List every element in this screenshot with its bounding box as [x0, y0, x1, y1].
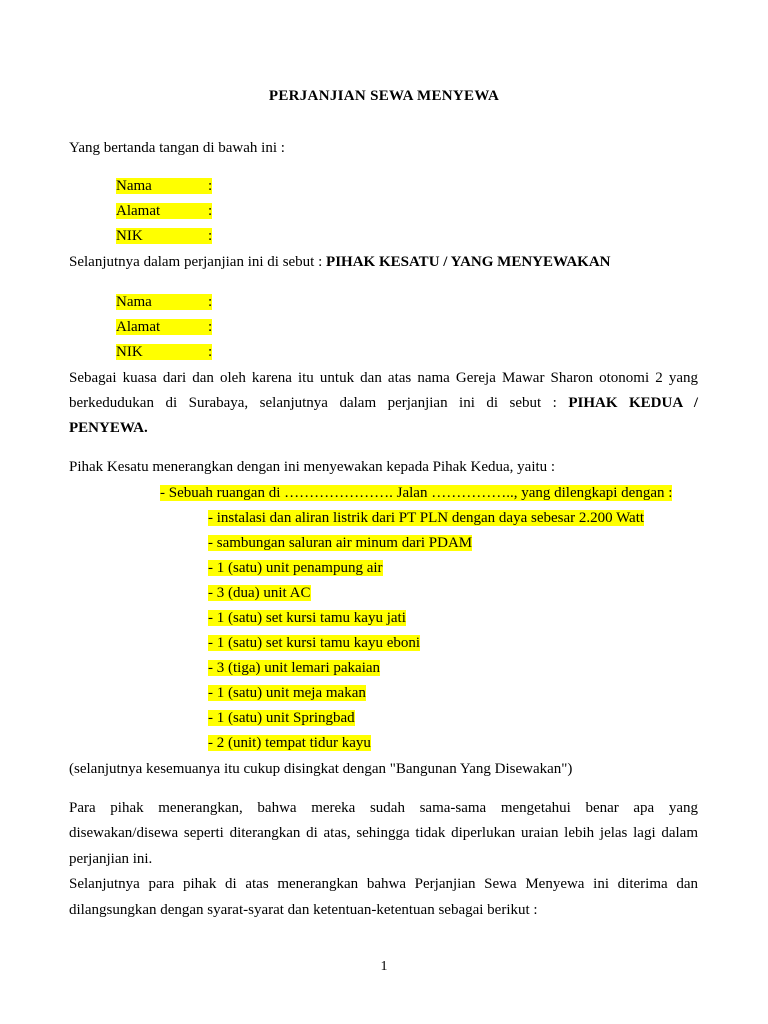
party2-address-field [116, 317, 212, 337]
list-item [208, 733, 371, 753]
party1-name-field [116, 176, 212, 196]
party2-role-part2: PENYEWA. [69, 420, 148, 436]
summary-text: (selanjutnya kesemuanya itu cukup disingkat dengan "Bangunan Yang Disewakan") [69, 761, 573, 777]
para1-line2: disewakan/disewa seperti diterangkan di atas, sehingga tidak diperlukan uraian lebih jelas lagi dalam [69, 825, 698, 841]
party2-nik-highlight [116, 344, 212, 360]
party2-name-colon: : [208, 294, 213, 310]
list-item [208, 658, 380, 678]
party1-address-field [116, 201, 212, 221]
list-item [208, 633, 420, 653]
para1-line1: Para pihak menerangkan, bahwa mereka sudah sama-sama mengetahui benar apa yang [69, 800, 698, 816]
para2-line2: dilangsungkan dengan syarat-syarat dan ketentuan-ketentuan sebagai berikut : [69, 902, 538, 918]
party1-desc-prefix: Selanjutnya dalam perjanjian ini di sebut : [69, 254, 327, 270]
para2-line1: Selanjutnya para pihak di atas menerangkan bahwa Perjanjian Sewa Menyewa ini diterima dan [69, 876, 698, 892]
list-item [208, 558, 383, 578]
party1-address-label: Alamat [116, 203, 161, 219]
list-item [208, 508, 644, 528]
party2-nik-label: NIK [116, 344, 143, 360]
party1-nik-field [116, 226, 212, 246]
party2-address-label: Alamat [116, 319, 161, 335]
party1-name-highlight [116, 178, 212, 194]
party1-role: PIHAK KESATU / YANG MENYEWAKAN [326, 254, 611, 270]
party2-role-part1: PIHAK KEDUA / [568, 395, 698, 411]
party1-name-label: Nama [116, 178, 152, 194]
party1-description [69, 252, 611, 272]
intro-text: Yang bertanda tangan di bawah ini : [69, 140, 285, 156]
list-item-text: - 2 (unit) tempat tidur kayu [208, 735, 371, 751]
party2-address-colon: : [208, 319, 213, 335]
party2-desc-line1: Sebagai kuasa dari dan oleh karena itu untuk dan atas nama Gereja Mawar Sharon otonomi 2 yang [69, 370, 698, 386]
party2-name-label: Nama [116, 294, 152, 310]
list-item [208, 583, 311, 603]
room-line-text: - Sebuah ruangan di …………………. Jalan …………….., yang dilengkapi dengan : [160, 485, 673, 501]
party1-address-highlight [116, 203, 212, 219]
page-number: 1 [380, 959, 388, 974]
list-item [208, 683, 366, 703]
list-item-text: - sambungan saluran air minum dari PDAM [208, 535, 473, 551]
list-item [208, 608, 406, 628]
room-line [160, 483, 672, 503]
list-item-text: - instalasi dan aliran listrik dari PT PLN dengan daya sebesar 2.200 Watt [208, 510, 645, 526]
list-item-text: - 1 (satu) set kursi tamu kayu eboni [208, 635, 421, 651]
list-item-text: - 3 (dua) unit AC [208, 585, 311, 601]
party2-desc-line2 [69, 393, 698, 413]
list-item [208, 533, 472, 553]
document-title: PERJANJIAN SEWA MENYEWA [268, 88, 500, 104]
party2-nik-field [116, 342, 212, 362]
para1-line3: perjanjian ini. [69, 851, 153, 867]
party2-name-field [116, 292, 212, 312]
list-item-text: - 1 (satu) unit Springbad [208, 710, 355, 726]
list-item [208, 708, 355, 728]
party1-address-colon: : [208, 203, 213, 219]
party2-nik-colon: : [208, 344, 213, 360]
party1-nik-highlight [116, 228, 212, 244]
list-item-text: - 1 (satu) set kursi tamu kayu jati [208, 610, 406, 626]
party1-name-colon: : [208, 178, 213, 194]
list-item-text: - 3 (tiga) unit lemari pakaian [208, 660, 381, 676]
party2-address-highlight [116, 319, 212, 335]
party2-name-highlight [116, 294, 212, 310]
list-item-text: - 1 (satu) unit penampung air [208, 560, 383, 576]
rent-intro: Pihak Kesatu menerangkan dengan ini menyewakan kepada Pihak Kedua, yaitu : [69, 459, 556, 475]
party2-desc-line2-prefix: berkedudukan di Surabaya, selanjutnya dalam perjanjian ini di sebut : [69, 395, 569, 411]
list-item-text: - 1 (satu) unit meja makan [208, 685, 366, 701]
party1-nik-label: NIK [116, 228, 143, 244]
party1-nik-colon: : [208, 228, 213, 244]
